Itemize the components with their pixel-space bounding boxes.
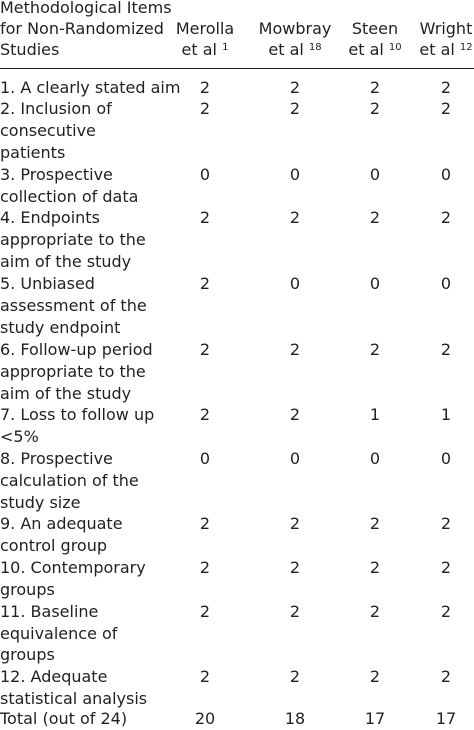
row-1-item: 1. A clearly stated aim [0, 78, 181, 97]
row-3-item-line-2: collection of data [0, 187, 139, 206]
row-11-steen: 2 [369, 602, 381, 621]
row-10-item-line-1: 10. Contemporary [0, 558, 146, 577]
study-header-wright: Wright [419, 19, 473, 38]
row-12-steen: 2 [369, 667, 381, 686]
study-header-mowbray-ref: 18 [308, 42, 322, 53]
row-5-merolla: 2 [199, 274, 211, 293]
row-7-mowbray: 2 [289, 405, 301, 424]
row-3-wright: 0 [440, 165, 452, 184]
study-header-merolla: Merolla [175, 19, 235, 38]
row-5-item-line-2: assessment of the [0, 296, 147, 315]
study-header-wright-ref: 12 [459, 42, 473, 53]
study-header-merolla-etal: et al $^1$ [181, 40, 229, 59]
total-merolla: 20 [194, 709, 216, 728]
header-rule [0, 68, 474, 69]
row-4-wright: 2 [440, 208, 452, 227]
row-4-item-line-2: appropriate to the [0, 230, 146, 249]
study-header-steen: Steen [351, 19, 399, 38]
row-8-steen: 0 [369, 449, 381, 468]
row-10-steen: 2 [369, 558, 381, 577]
row-1-merolla: 2 [199, 78, 211, 97]
row-3-merolla: 0 [199, 165, 211, 184]
row-10-merolla: 2 [199, 558, 211, 577]
study-header-mowbray-etal: et al $^{18}$ [268, 40, 322, 59]
row-8-item-line-1: 8. Prospective [0, 449, 113, 468]
row-7-merolla: 2 [199, 405, 211, 424]
row-7-item-line-1: 7. Loss to follow up [0, 405, 155, 424]
row-10-mowbray: 2 [289, 558, 301, 577]
row-10-wright: 2 [440, 558, 452, 577]
row-4-merolla: 2 [199, 208, 211, 227]
study-header-steen-ref: 10 [388, 42, 402, 53]
row-9-item-line-1: 9. An adequate [0, 514, 123, 533]
total-wright: 17 [435, 709, 457, 728]
total-steen: 17 [364, 709, 386, 728]
row-6-item-line-3: aim of the study [0, 384, 132, 403]
row-9-mowbray: 2 [289, 514, 301, 533]
row-6-item-line-1: 6. Follow-up period [0, 340, 153, 359]
row-5-wright: 0 [440, 274, 452, 293]
row-11-item-line-2: equivalence of [0, 624, 118, 643]
row-3-steen: 0 [369, 165, 381, 184]
total-label: Total (out of 24) [0, 709, 128, 728]
row-12-item-line-1: 12. Adequate [0, 667, 108, 686]
row-6-item-line-2: appropriate to the [0, 362, 146, 381]
study-header-mowbray: Mowbray [258, 19, 332, 38]
item-column-header-line-1: Methodological Items [0, 0, 172, 17]
row-4-item-line-3: aim of the study [0, 252, 132, 271]
row-1-mowbray: 2 [289, 78, 301, 97]
row-9-wright: 2 [440, 514, 452, 533]
row-2-wright: 2 [440, 99, 452, 118]
row-5-item-line-1: 5. Unbiased [0, 274, 95, 293]
row-9-merolla: 2 [199, 514, 211, 533]
row-6-steen: 2 [369, 340, 381, 359]
row-7-item-line-2: <5% [0, 427, 39, 446]
row-2-merolla: 2 [199, 99, 211, 118]
row-12-item-line-2: statistical analysis [0, 689, 148, 708]
row-7-wright: 1 [440, 405, 452, 424]
row-2-item-line-2: consecutive [0, 121, 96, 140]
row-8-item-line-3: study size [0, 493, 81, 512]
row-11-item-line-3: groups [0, 645, 55, 664]
study-header-steen-etal: et al $^{10}$ [348, 40, 402, 59]
row-6-merolla: 2 [199, 340, 211, 359]
row-2-steen: 2 [369, 99, 381, 118]
row-8-item-line-2: calculation of the [0, 471, 139, 490]
item-column-header-line-3: Studies [0, 40, 60, 59]
row-6-mowbray: 2 [289, 340, 301, 359]
row-9-item-line-2: control group [0, 536, 108, 555]
row-5-steen: 0 [369, 274, 381, 293]
row-3-item-line-1: 3. Prospective [0, 165, 113, 184]
row-4-item-line-1: 4. Endpoints [0, 208, 100, 227]
study-header-merolla-ref: 1 [222, 42, 229, 53]
row-2-item-line-1: 2. Inclusion of [0, 99, 112, 118]
row-2-mowbray: 2 [289, 99, 301, 118]
study-header-wright-etal: et al $^{12}$ [419, 40, 473, 59]
row-2-item-line-3: patients [0, 143, 66, 162]
row-11-merolla: 2 [199, 602, 211, 621]
row-12-mowbray: 2 [289, 667, 301, 686]
row-10-item-line-2: groups [0, 580, 55, 599]
row-1-steen: 2 [369, 78, 381, 97]
row-8-mowbray: 0 [289, 449, 301, 468]
row-5-item-line-3: study endpoint [0, 318, 121, 337]
row-5-mowbray: 0 [289, 274, 301, 293]
row-6-wright: 2 [440, 340, 452, 359]
row-4-steen: 2 [369, 208, 381, 227]
row-7-steen: 1 [369, 405, 381, 424]
item-column-header-line-2: for Non-Randomized [0, 19, 164, 38]
row-12-wright: 2 [440, 667, 452, 686]
row-11-wright: 2 [440, 602, 452, 621]
row-9-steen: 2 [369, 514, 381, 533]
row-8-merolla: 0 [199, 449, 211, 468]
row-1-wright: 2 [440, 78, 452, 97]
row-3-mowbray: 0 [289, 165, 301, 184]
row-4-mowbray: 2 [289, 208, 301, 227]
total-mowbray: 18 [284, 709, 306, 728]
row-11-mowbray: 2 [289, 602, 301, 621]
row-12-merolla: 2 [199, 667, 211, 686]
row-11-item-line-1: 11. Baseline [0, 602, 99, 621]
row-8-wright: 0 [440, 449, 452, 468]
